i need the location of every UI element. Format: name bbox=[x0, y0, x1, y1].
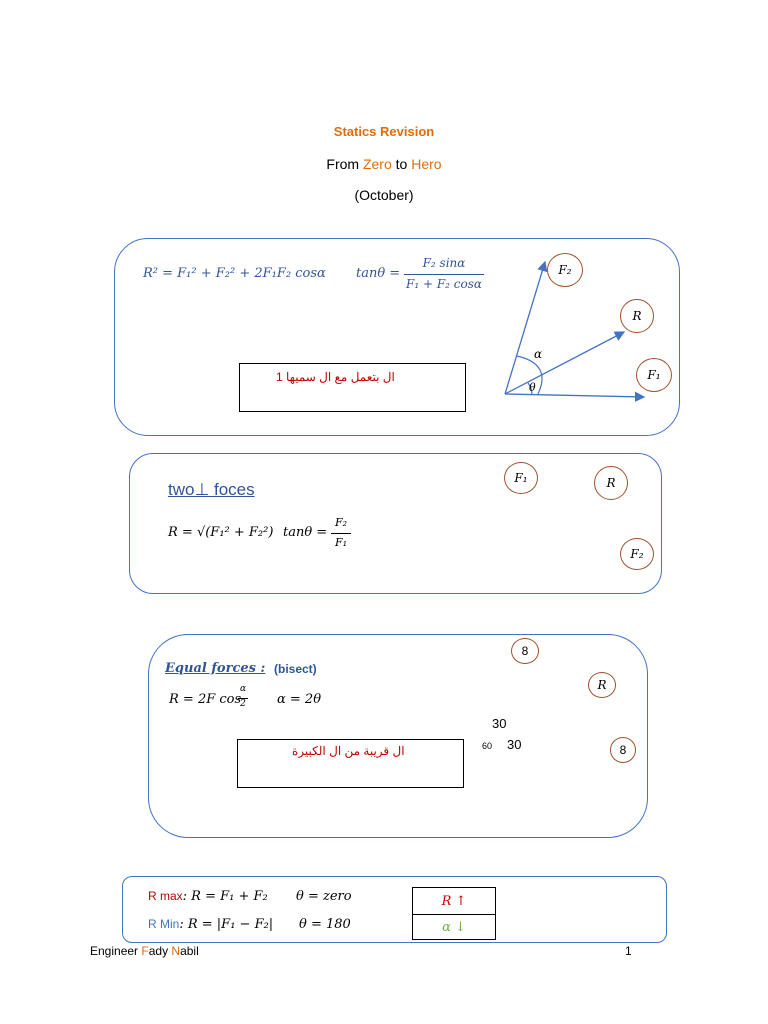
equal-forces-heading: Equal forces : bbox=[165, 661, 266, 676]
half-alpha-numerator: α bbox=[239, 684, 247, 694]
r-label-circle bbox=[620, 299, 654, 333]
rmin-formula: : R = |F₁ − F₂| bbox=[179, 917, 274, 932]
alpha-down-text: α ↓ bbox=[442, 919, 466, 935]
rmax-formula: : R = F₁ + F₂ bbox=[182, 889, 268, 904]
arabic-note: ال بتعمل مع ال سميها 1 bbox=[276, 370, 395, 384]
alpha-label: α bbox=[534, 347, 543, 361]
rmax-theta: θ = zero bbox=[296, 889, 352, 904]
f2-label: F₂ bbox=[558, 263, 572, 277]
perp-resultant-formula: R = √(F₁² + F₂²) bbox=[168, 525, 274, 540]
subtitle-from: From bbox=[326, 156, 363, 172]
theta-label: θ bbox=[529, 381, 536, 394]
author-f: F bbox=[141, 944, 149, 958]
equal-r-circle bbox=[588, 672, 616, 698]
perp-f1-circle bbox=[504, 462, 538, 494]
f2-vector bbox=[505, 262, 545, 394]
equal-top-circle bbox=[511, 638, 539, 664]
rmin-theta: θ = 180 bbox=[299, 917, 351, 932]
r-up-cell bbox=[412, 887, 496, 915]
author-n: N bbox=[171, 944, 181, 958]
angle-60: 60 bbox=[482, 741, 493, 751]
footer-author bbox=[90, 944, 199, 958]
half-alpha-denominator: 2 bbox=[240, 699, 246, 709]
perp-f1-label: F₁ bbox=[514, 471, 528, 485]
subtitle-to: to bbox=[391, 156, 412, 172]
perpendicular-forces-box bbox=[129, 453, 662, 594]
angle-30-lower: 30 bbox=[507, 737, 522, 752]
page-title: Statics Revision bbox=[333, 124, 435, 139]
r-label: R bbox=[632, 309, 642, 323]
equal-right-circle bbox=[610, 737, 636, 763]
perp-f2-circle bbox=[620, 538, 654, 570]
equal-top-label: 8 bbox=[521, 644, 529, 658]
f2-label-circle bbox=[547, 253, 583, 287]
r-vector bbox=[505, 332, 624, 394]
rmin-row bbox=[148, 917, 273, 932]
perp-tan-denominator: F₁ bbox=[334, 536, 348, 549]
max-min-box bbox=[122, 876, 667, 943]
equal-right-label: 8 bbox=[619, 743, 627, 757]
alpha-two-theta-formula: α = 2θ bbox=[277, 692, 322, 707]
perp-f2-label: F₂ bbox=[630, 547, 644, 561]
angle-30-upper: 30 bbox=[492, 716, 507, 731]
perpendicular-heading: two⊥ foces bbox=[168, 480, 255, 499]
alpha-down-cell bbox=[412, 914, 496, 940]
equal-arabic-note: ال قريبة من ال الكبيرة bbox=[292, 744, 405, 758]
tan-formula-numerator: F₂ sinα bbox=[422, 256, 466, 270]
subtitle-zero: Zero bbox=[362, 156, 392, 172]
perp-fraction-bar bbox=[331, 533, 351, 534]
subtitle-hero: Hero bbox=[411, 156, 442, 172]
rmax-row bbox=[148, 889, 268, 904]
equal-r-label: R bbox=[597, 678, 607, 692]
page-number: 1 bbox=[625, 944, 632, 958]
tan-formula-denominator: F₁ + F₂ cosα bbox=[406, 277, 482, 291]
f1-label: F₁ bbox=[647, 368, 661, 382]
equal-resultant-formula: R = 2F cos bbox=[169, 692, 242, 707]
f1-label-circle bbox=[636, 358, 672, 392]
author-mid: ady bbox=[148, 944, 172, 958]
page-date: (October) bbox=[354, 187, 414, 203]
tan-formula-left: tanθ = bbox=[356, 266, 401, 281]
perp-r-label: R bbox=[606, 476, 616, 490]
author-end: abil bbox=[180, 944, 199, 958]
resultant-formula: R² = F₁² + F₂² + 2F₁F₂ cosα bbox=[143, 266, 326, 281]
rmin-label: R Min bbox=[148, 917, 180, 931]
perp-r-circle bbox=[594, 466, 628, 500]
author-prefix: Engineer bbox=[90, 944, 142, 958]
perp-tan-numerator: F₂ bbox=[334, 516, 348, 529]
perp-tan-left: tanθ = bbox=[283, 525, 328, 540]
bisect-note: (bisect) bbox=[274, 662, 317, 676]
rmax-label: R max bbox=[148, 889, 183, 903]
f1-vector bbox=[505, 394, 644, 397]
r-up-text: R ↑ bbox=[441, 893, 467, 909]
